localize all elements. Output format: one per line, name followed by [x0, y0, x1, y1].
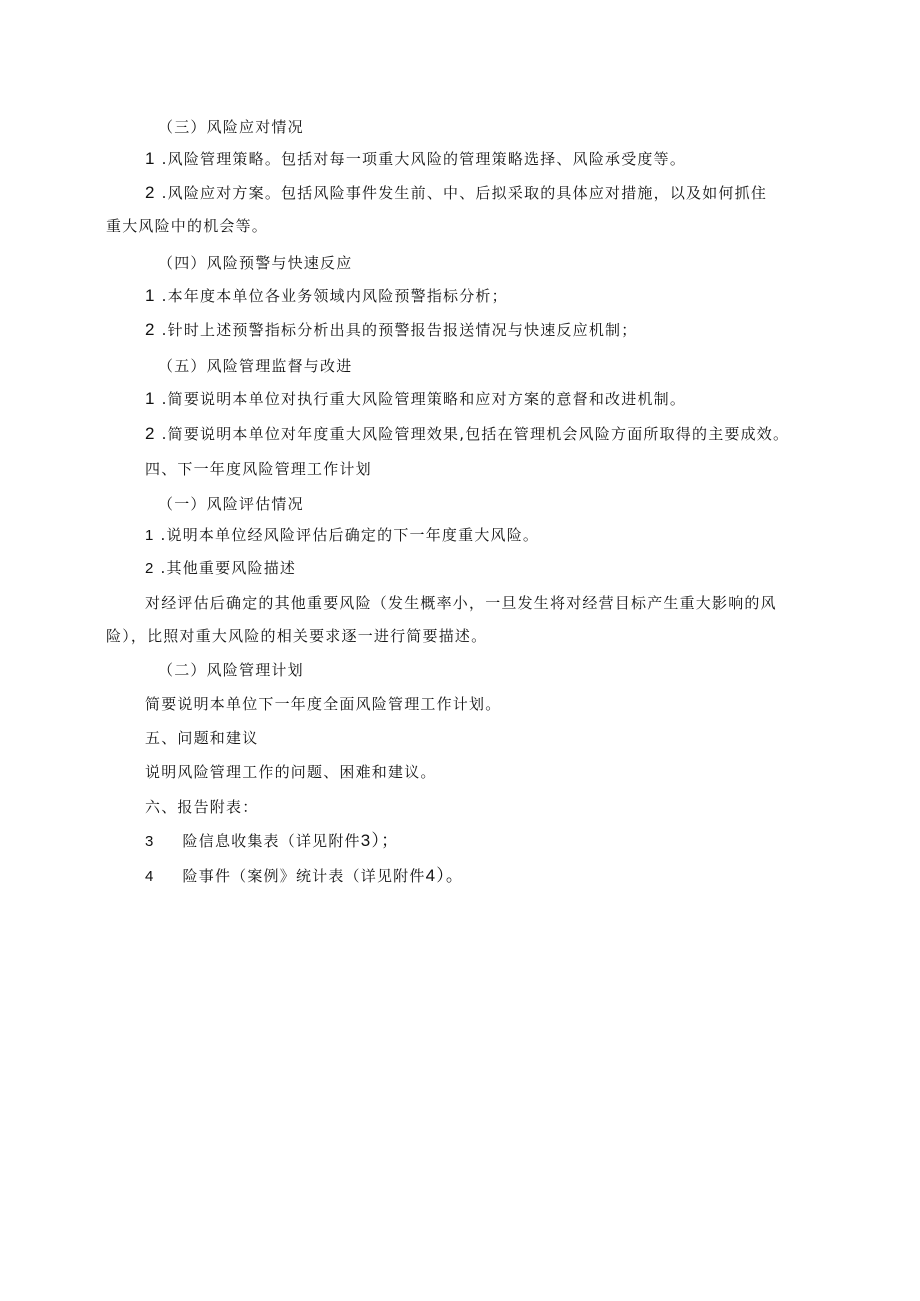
part-heading-attachments: 六、报告附表： — [145, 798, 259, 816]
item-reference: 3）； — [360, 831, 400, 850]
list-item — [145, 149, 686, 169]
section-heading-early-warning: （四）风险预警与快速反应 — [158, 254, 353, 272]
paragraph-line: 对经评估后确定的其他重要风险（发生概率小，一旦发生将对经营目标产生重大影响的风 — [145, 594, 777, 612]
item-text: 险事件（案例》统计表（详见附件 — [182, 867, 426, 885]
part-heading-next-year-plan: 四、下一年度风险管理工作计划 — [145, 460, 372, 478]
list-item — [145, 389, 686, 409]
part-heading-issues: 五、问题和建议 — [145, 729, 259, 747]
list-item — [145, 286, 508, 306]
item-text: .简要说明本单位对年度重大风险管理效果,包括在管理机会风险方面所取得的主要成效。 — [161, 425, 790, 443]
section-heading-risk-assessment: （一）风险评估情况 — [158, 495, 304, 513]
item-reference: 4）。 — [425, 866, 465, 885]
item-text: .说明本单位经风险评估后确定的下一年度重大风险。 — [160, 526, 540, 544]
item-number: 1 — [145, 527, 155, 544]
item-number: 1 — [145, 286, 156, 305]
item-number: 2 — [145, 424, 156, 443]
section-heading-supervision: （五）风险管理监督与改进 — [158, 357, 353, 375]
paragraph-line: 说明风险管理工作的问题、困难和建议。 — [145, 763, 437, 781]
list-item — [145, 424, 789, 444]
list-item — [145, 183, 767, 203]
item-text-continuation: 重大风险中的机会等。 — [106, 217, 269, 235]
item-text: 险信息收集表（详见附件 — [182, 832, 361, 850]
list-item — [145, 320, 637, 340]
section-heading-risk-response: （三）风险应对情况 — [158, 118, 304, 136]
item-text: .风险应对方案。包括风险事件发生前、中、后拟采取的具体应对措施，以及如何抓住 — [161, 184, 768, 202]
item-number: 1 — [145, 389, 156, 408]
list-item — [145, 525, 539, 546]
item-text: .针时上述预警指标分析出具的预警报告报送情况与快速反应机制； — [161, 321, 638, 339]
item-text: .其他重要风险描述 — [160, 559, 297, 577]
attachment-item — [145, 866, 464, 887]
paragraph-line: 险），比照对重大风险的相关要求逐一进行简要描述。 — [106, 627, 488, 645]
item-number: 2 — [145, 560, 155, 577]
item-text: .本年度本单位各业务领域内风险预警指标分析； — [161, 287, 508, 305]
item-number: 3 — [145, 833, 155, 850]
list-item — [145, 558, 296, 579]
paragraph-line: 简要说明本单位下一年度全面风险管理工作计划。 — [145, 695, 502, 713]
item-number: 1 — [145, 149, 156, 168]
item-number: 4 — [145, 868, 155, 885]
item-text: .简要说明本单位对执行重大风险管理策略和应对方案的意督和改进机制。 — [161, 390, 687, 408]
attachment-item — [145, 831, 399, 852]
item-number: 2 — [145, 320, 156, 339]
section-heading-risk-plan: （二）风险管理计划 — [158, 661, 304, 679]
item-text: .风险管理策略。包括对每一项重大风险的管理策略选择、风险承受度等。 — [161, 150, 687, 168]
item-number: 2 — [145, 183, 156, 202]
